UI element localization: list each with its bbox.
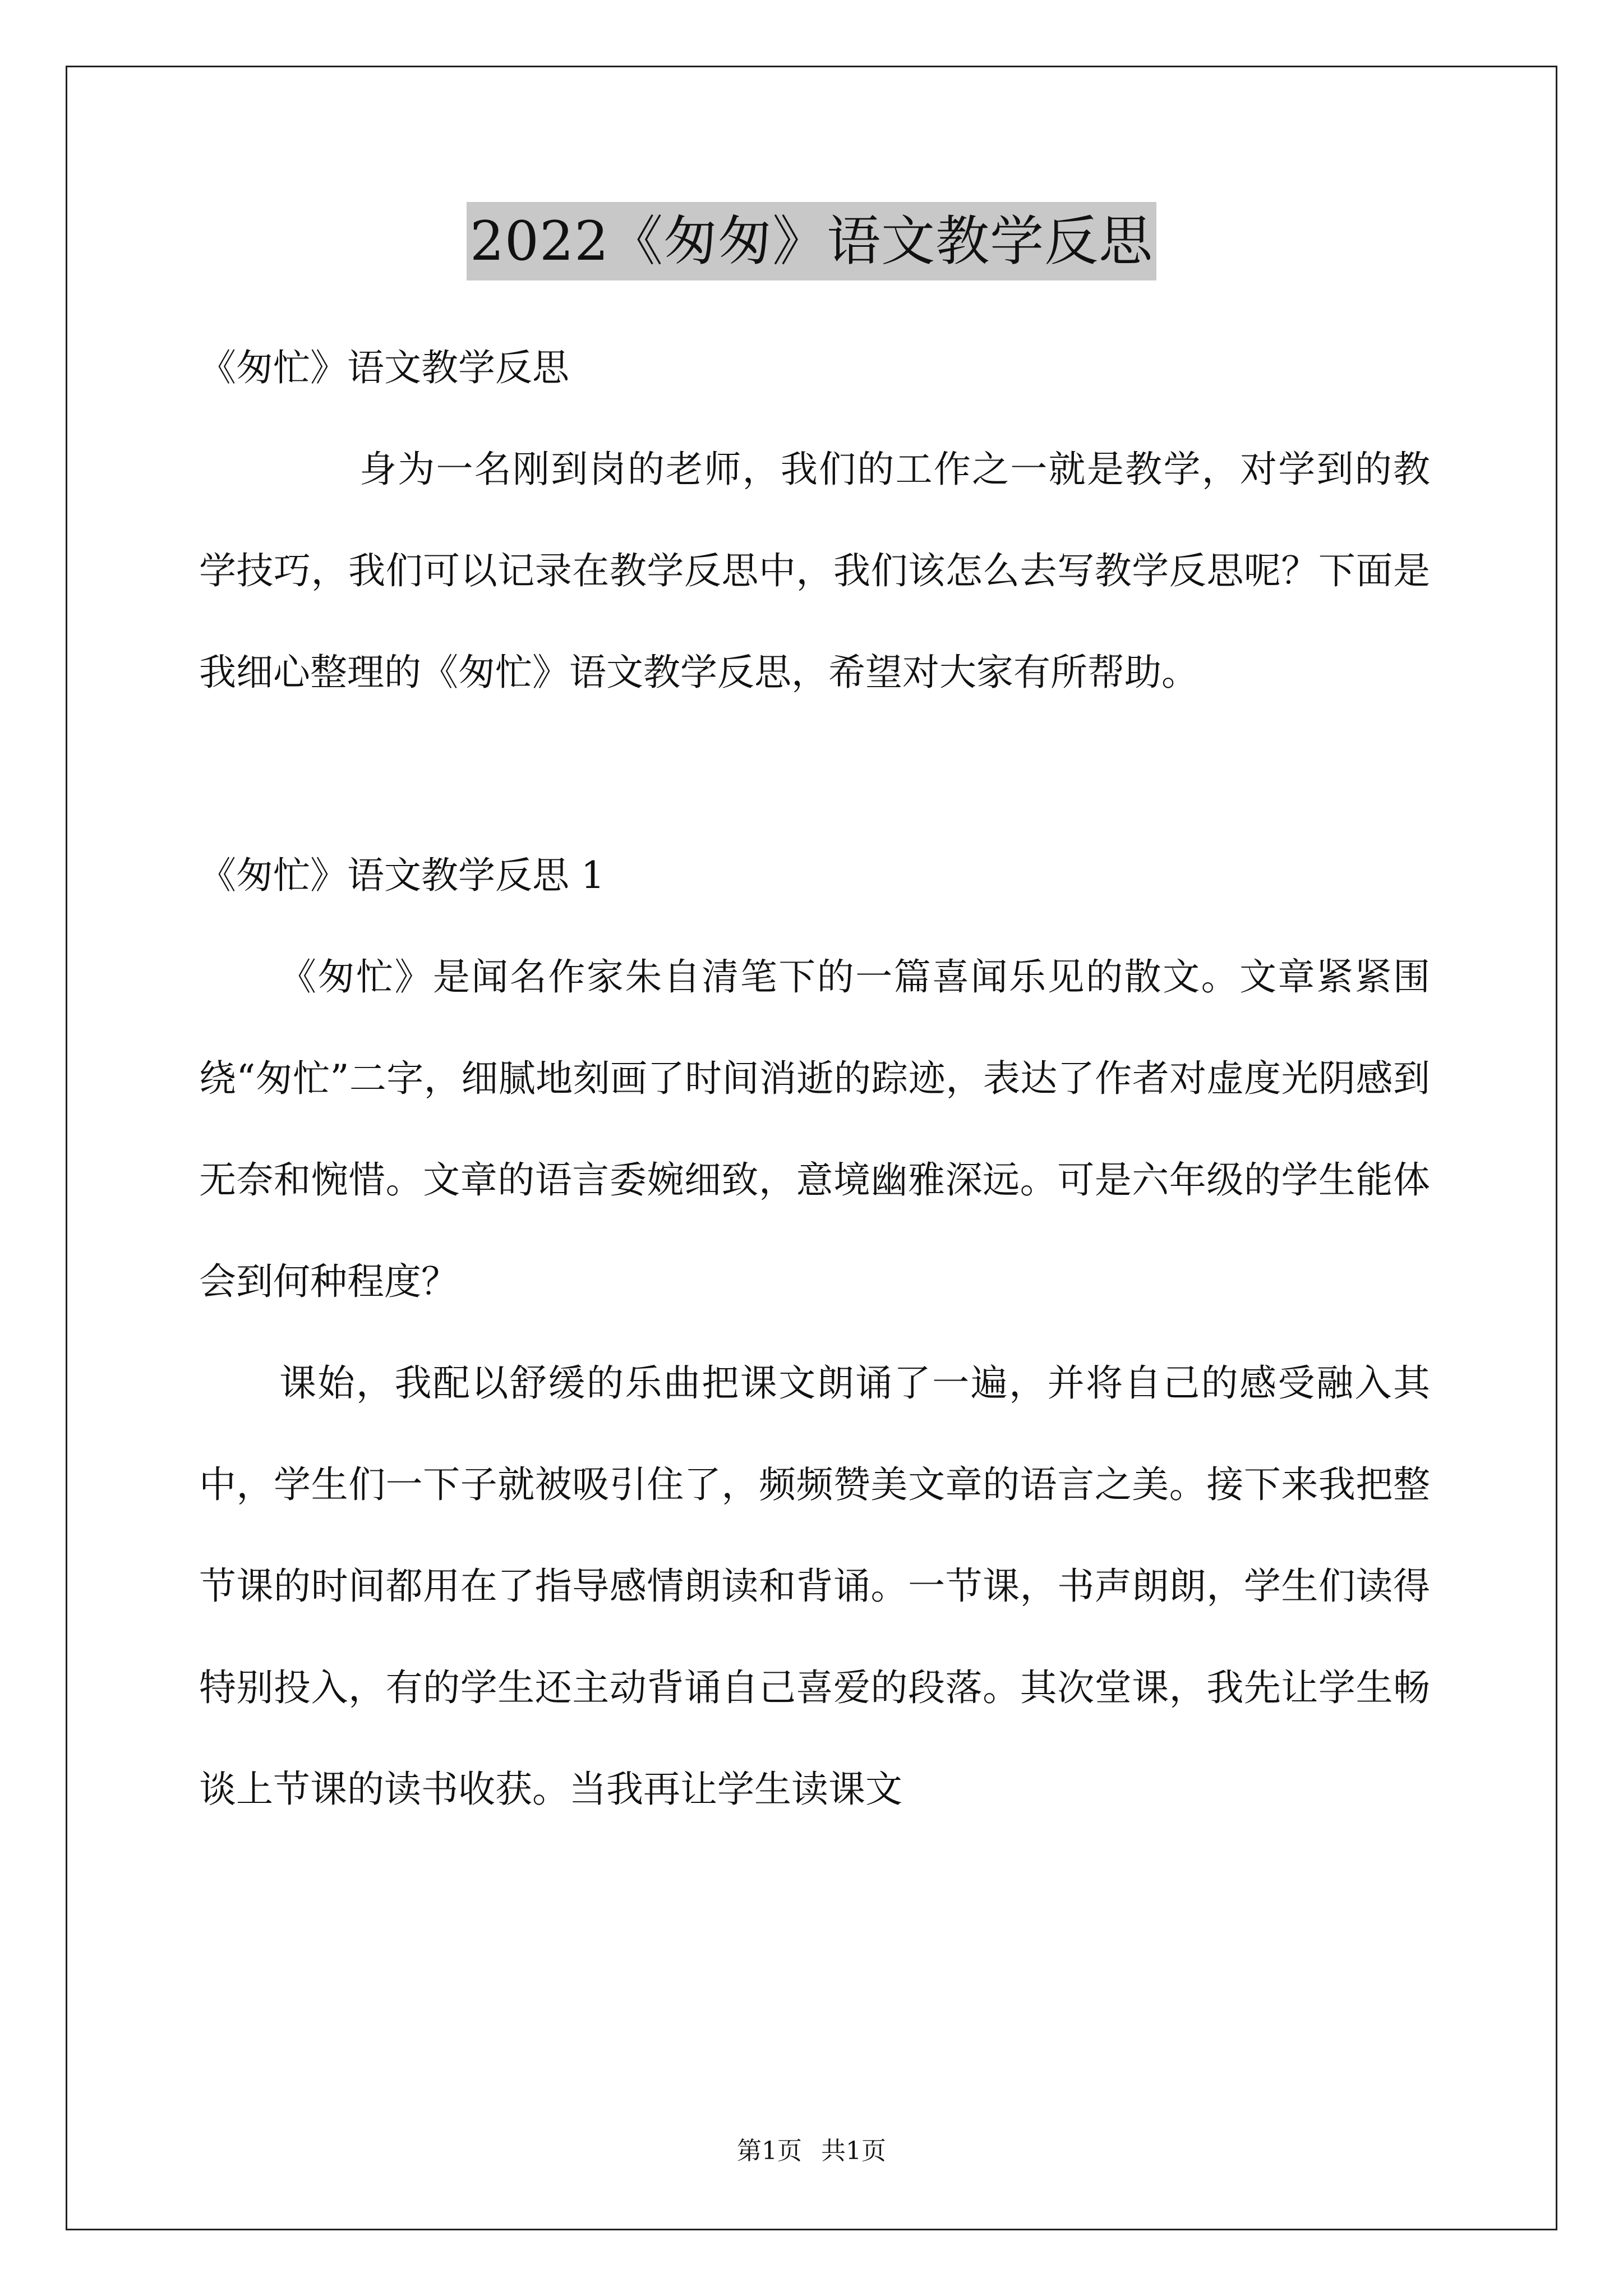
page-footer [0,2134,1623,2168]
page-number: 第1页 [737,2137,802,2165]
page-total: 共1页 [821,2137,886,2165]
title-container [0,202,1623,280]
section-spacer [199,723,1430,825]
intro-paragraph: 身为一名刚到岗的老师，我们的工作之一就是教学，对学到的教学技巧，我们可以记录在教学反思中，我们该怎么去写教学反思呢？下面是我细心整理的《匆忙》语文教学反思，希望对大家有所帮助。 [199,448,1430,694]
document-body [199,317,1430,1840]
section-title: 《匆忙》语文教学反思 1 [199,854,605,897]
document-heading: 《匆忙》语文教学反思 [199,346,569,389]
body-paragraph: 课始，我配以舒缓的乐曲把课文朗诵了一遍，并将自己的感受融入其中，学生们一下子就被吸引住了，频频赞美文章的语言之美。接下来我把整节课的时间都用在了指导感情朗读和背诵。一节课，书声朗朗，学生们读得特别投入，有的学生还主动背诵自己喜爱的段落。其次堂课，我先让学生畅谈上节课的读书收获。当我再让学生读课文 [199,1361,1430,1811]
document-title: 2022《匆匆》语文教学反思 [467,202,1156,280]
body-paragraph: 《匆忙》是闻名作家朱自清笔下的一篇喜闻乐见的散文。文章紧紧围绕“匆忙”二字，细腻地刻画了时间消逝的踪迹，表达了作者对虚度光阴感到无奈和惋惜。文章的语言委婉细致，意境幽雅深远。可是六年级的学生能体会到何种程度？ [199,955,1430,1303]
